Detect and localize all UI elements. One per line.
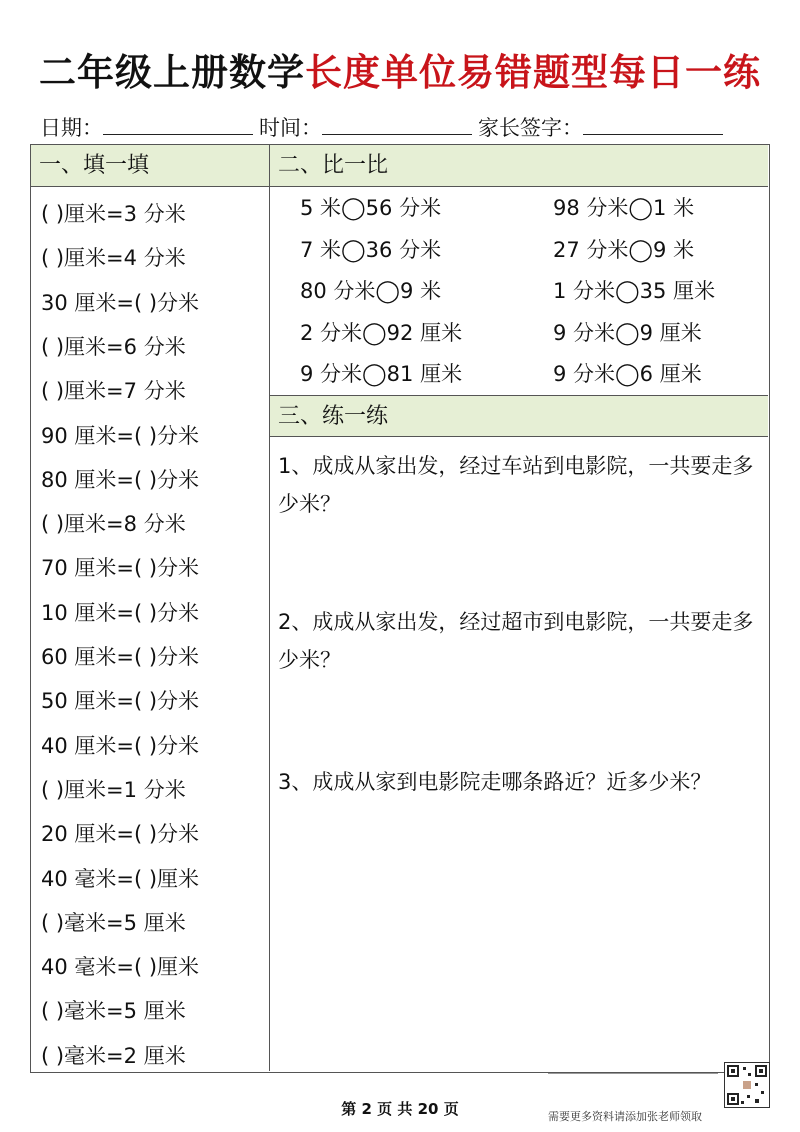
fill-item: 10 厘米=( )分米 [41,600,200,625]
worksheet [30,144,770,1073]
date-line [103,114,253,135]
compare-left-value: 27 分米 [553,237,629,262]
compare-left-value: 80 分米 [300,279,376,303]
fill-item: ( )厘米=1 分米 [41,777,186,802]
fill-item: ( )厘米=8 分米 [41,512,186,537]
compare-left-value: 9 分米 [300,362,363,386]
compare-item [300,235,441,265]
fill-item: 20 厘米=( )分米 [41,822,200,847]
time-label: 时间： [259,116,322,140]
compare-circle-icon[interactable]: ◯ [362,320,387,346]
compare-circle-icon[interactable]: ◯ [362,362,387,387]
compare-left-value: 98 分米 [553,196,629,220]
qr-code-icon [724,1062,770,1108]
compare-item [300,193,441,223]
fill-item: 60 厘米=( )分米 [41,645,200,669]
compare-right-value: 1 米 [653,196,695,220]
time-line [322,114,472,135]
compare-item [553,235,694,265]
page-title [0,42,800,96]
fill-item: ( )毫米=2 厘米 [41,1043,186,1068]
fill-item: 80 厘米=( )分米 [41,467,200,492]
compare-circle-icon[interactable]: ◯ [628,237,654,263]
compare-circle-icon[interactable]: ◯ [628,196,654,221]
compare-list [270,187,768,395]
compare-right-value: 9 米 [400,279,442,303]
practice-heading: 三、练一练 [270,395,768,437]
fill-item: ( )毫米=5 厘米 [41,999,186,1024]
parent-signature-line [583,114,723,135]
practice-question: 1、成成从家出发，经过车站到电影院，一共要走多少米？ [278,454,754,516]
compare-circle-icon[interactable]: ◯ [615,320,640,346]
qr-note: 需要更多资料请添加张老师领取 [548,1110,702,1123]
compare-heading: 二、比一比 [270,145,768,187]
compare-left-value: 1 分米 [553,279,616,303]
title-grade: 二年级上册数学 [39,51,305,94]
fill-item: 40 毫米=( )厘米 [41,866,200,891]
fill-item: ( )厘米=3 分米 [41,202,186,226]
fill-item: ( )毫米=5 厘米 [41,910,186,935]
compare-right-value: 9 厘米 [639,320,702,345]
fill-item: 90 厘米=( )分米 [41,423,200,448]
compare-left-value: 2 分米 [300,320,363,345]
fill-item: ( )厘米=7 分米 [41,379,186,404]
parent-signature-label: 家长签字： [478,116,583,140]
compare-item [553,318,702,348]
fill-item: ( )厘米=4 分米 [41,246,186,271]
practice-question: 2、成成从家出发，经过超市到电影院，一共要走多少米？ [278,610,754,672]
page-number: 第 2 页 共 20 页 [341,1100,459,1118]
compare-left-value: 9 分米 [553,320,616,345]
compare-left-value: 7 米 [300,237,342,262]
compare-left-value: 5 米 [300,196,342,220]
compare-item [553,359,702,389]
compare-circle-icon[interactable]: ◯ [615,279,640,304]
compare-right-value: 81 厘米 [386,362,463,386]
compare-item [553,276,715,306]
fill-item: 30 厘米=( )分米 [41,290,200,315]
compare-right-value: 92 厘米 [386,320,463,345]
compare-item [553,193,694,223]
fill-item: 40 厘米=( )分米 [41,733,200,758]
compare-right-value: 6 厘米 [639,362,702,386]
compare-item [300,359,462,389]
compare-item [300,276,441,306]
compare-right-value: 35 厘米 [639,279,716,303]
compare-right-value: 56 分米 [365,196,442,220]
compare-left-value: 9 分米 [553,362,616,386]
fill-item: ( )厘米=6 分米 [41,334,186,359]
fill-item: 50 厘米=( )分米 [41,689,200,714]
right-column [270,145,768,1071]
date-label: 日期： [40,116,103,140]
practice-question: 3、成成从家到电影院走哪条路近？近多少米？ [278,770,712,794]
meta-row [40,112,770,142]
divider [548,1073,718,1074]
compare-item [300,318,462,348]
compare-circle-icon[interactable]: ◯ [615,362,640,387]
fill-heading: 一、填一填 [31,145,269,187]
compare-right-value: 36 分米 [365,237,442,262]
compare-circle-icon[interactable]: ◯ [341,237,366,263]
title-topic: 长度单位易错题型每日一练 [305,51,761,94]
fill-section [31,145,270,1071]
compare-right-value: 9 米 [653,237,695,262]
compare-circle-icon[interactable]: ◯ [375,279,401,304]
fill-item: 70 厘米=( )分米 [41,556,200,581]
compare-circle-icon[interactable]: ◯ [341,196,366,221]
fill-item: 40 毫米=( )厘米 [41,955,200,980]
